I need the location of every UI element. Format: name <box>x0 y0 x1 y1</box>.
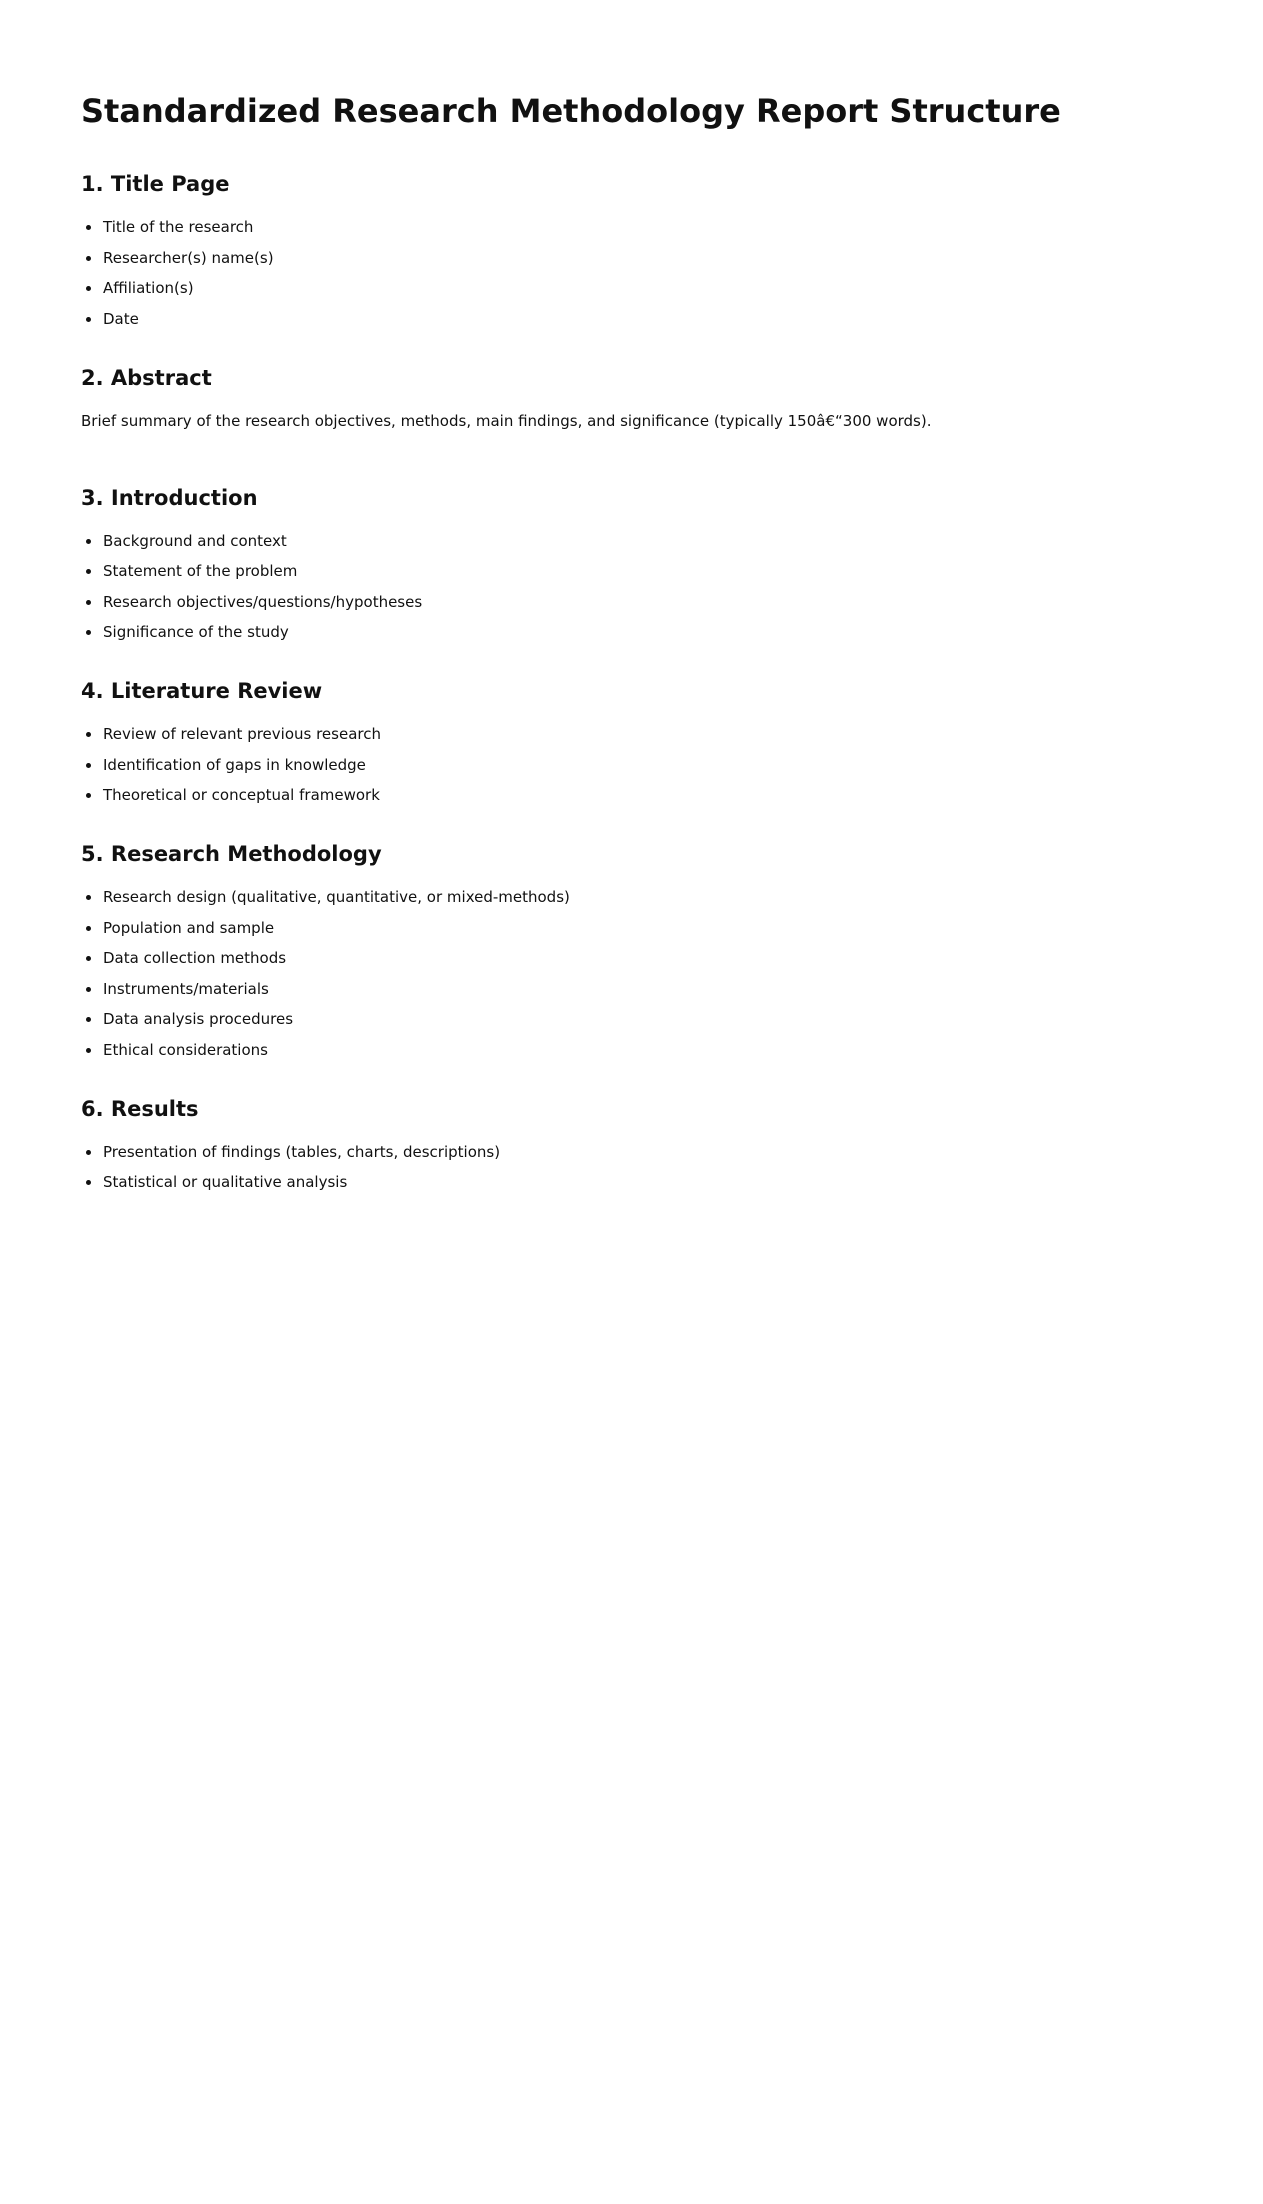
list-item: Statement of the problem <box>103 561 1263 581</box>
section-introduction <box>81 484 1263 643</box>
list-item: Data analysis procedures <box>103 1009 1263 1029</box>
section-literature-review <box>81 677 1263 805</box>
list-item: Background and context <box>103 531 1263 551</box>
section-abstract <box>81 364 1263 431</box>
section-heading: 6. Results <box>81 1096 199 1121</box>
bullet-list <box>81 1142 1263 1193</box>
bullet-list <box>81 887 1263 1060</box>
list-item: Significance of the study <box>103 622 1263 642</box>
document-title: Standardized Research Methodology Report Structure <box>81 92 1061 130</box>
list-item: Theoretical or conceptual framework <box>103 785 1263 805</box>
list-item: Researcher(s) name(s) <box>103 248 1263 268</box>
bullet-list <box>81 217 1263 329</box>
bullet-list <box>81 724 1263 805</box>
section-title-page <box>81 170 1263 329</box>
list-item: Research design (qualitative, quantitative, or mixed-methods) <box>103 887 1263 907</box>
section-heading: 4. Literature Review <box>81 679 323 703</box>
list-item: Identification of gaps in knowledge <box>103 755 1263 775</box>
list-item: Research objectives/questions/hypotheses <box>103 592 1263 612</box>
list-item: Review of relevant previous research <box>103 724 1263 744</box>
list-item: Title of the research <box>103 217 1263 237</box>
section-heading: 2. Abstract <box>81 365 212 390</box>
list-item: Affiliation(s) <box>103 278 1263 298</box>
list-item: Ethical considerations <box>103 1040 1263 1060</box>
list-item: Population and sample <box>103 918 1263 938</box>
abstract-paragraph: Brief summary of the research objectives, methods, main findings, and significance (typically 150â€“300 words). <box>81 411 932 430</box>
list-item: Instruments/materials <box>103 979 1263 999</box>
section-heading: 3. Introduction <box>81 485 258 510</box>
list-item: Presentation of findings (tables, charts, descriptions) <box>103 1142 1263 1162</box>
list-item: Date <box>103 309 1263 329</box>
section-heading: 1. Title Page <box>81 172 230 196</box>
section-research-methodology <box>81 840 1263 1060</box>
section-results <box>81 1095 1263 1193</box>
list-item: Data collection methods <box>103 948 1263 968</box>
bullet-list <box>81 531 1263 643</box>
list-item: Statistical or qualitative analysis <box>103 1172 1263 1192</box>
section-heading: 5. Research Methodology <box>81 842 382 866</box>
